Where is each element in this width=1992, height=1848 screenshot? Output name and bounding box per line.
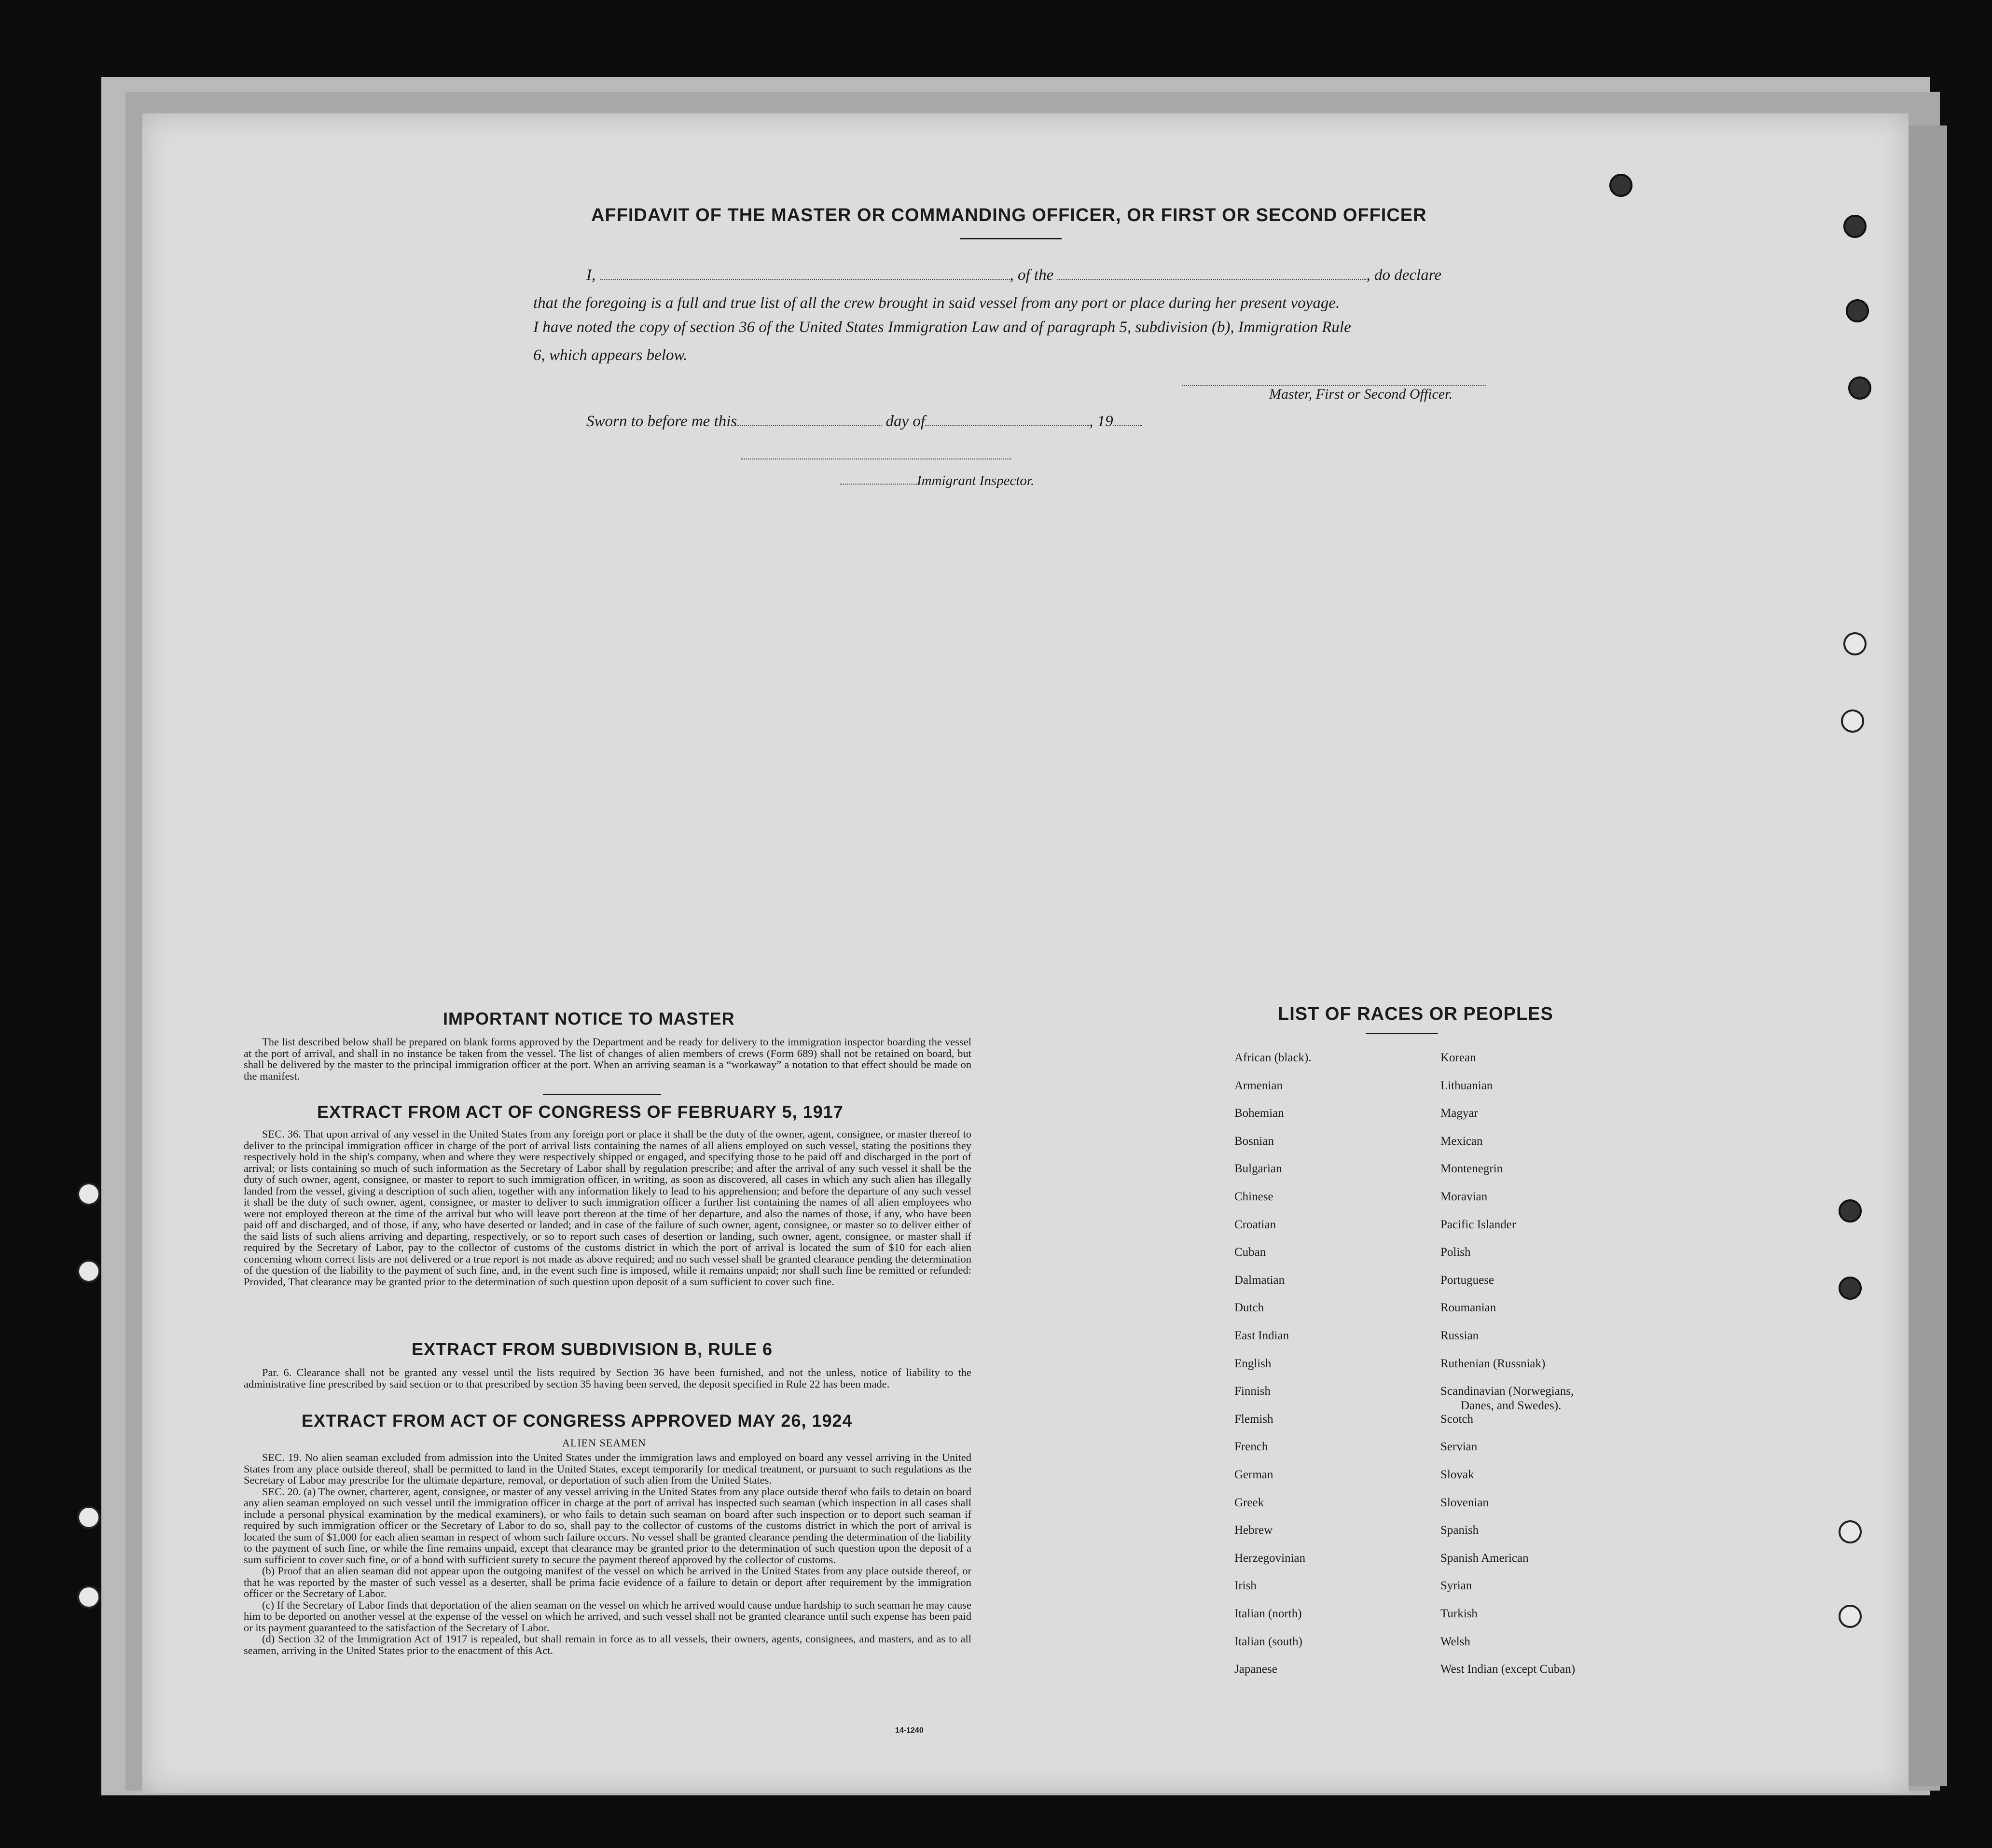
rule6-paragraph: Par. 6. Clearance shall not be granted any vessel until the lists required by Section 36 have been furnished, and not the unless, notice of liability to the administrative fine prescribed by said section or to that prescribed by section 35 having been served, the deposit specified in Rule 22 has been made. [244, 1366, 971, 1390]
race-item: Pacific Islander [1440, 1218, 1516, 1231]
extract-1917-text [244, 1128, 971, 1287]
name-blank[interactable] [600, 279, 1010, 280]
race-item: Bulgarian [1234, 1162, 1282, 1176]
day-blank[interactable] [737, 425, 882, 426]
form-number: 14-1240 [895, 1726, 924, 1735]
race-item: Turkish [1440, 1607, 1478, 1620]
race-item: Scotch [1440, 1412, 1474, 1426]
race-item: Cuban [1234, 1246, 1266, 1259]
section-20d-paragraph: (d) Section 32 of the Immigration Act of 1917 is repealed, but shall remain in force as to all vessels, their owners, agents, consignees, and masters, and as to all seamen, arriving in the United States prior to the enactment of this Act. [244, 1633, 971, 1656]
section-19-paragraph: SEC. 19. No alien seaman excluded from admission into the United States under the immigration laws and employed on board any vessel arriving in the United States from any place outside thereof, shall be permitted to land in the United States, except temporarily for medical treatment, or pursuant to such regulations as the Secretary of Labor may prescribe for the ultimate departure, removal, or deportation of such alien from the United States. [244, 1451, 971, 1486]
inspector-signature-line-2[interactable] [840, 484, 917, 485]
race-item: Italian (south) [1234, 1635, 1302, 1648]
punch-hole [1839, 1520, 1862, 1543]
declaration-line-3: I have noted the copy of section 36 of the United States Immigration Law and of paragraph 5, subdivision (b), Immigration Rule [533, 319, 1351, 336]
race-item: Roumanian [1440, 1301, 1496, 1315]
race-item: Spanish American [1440, 1551, 1529, 1565]
notice-paragraph: The list described below shall be prepared on blank forms approved by the Department and be ready for delivery to the immigration inspector boarding the vessel at the port of arrival, and shall in no instance be taken from the vessel. The list of changes of alien members of crews (Form 689) shall not be retained on board, but shall be delivered by the master to the principal immigration officer at the port. When an arriving seaman is a “workaway” a notation to that effect should be made on the manifest. [244, 1036, 971, 1082]
extract-1924-title: EXTRACT FROM ACT OF CONGRESS APPROVED MAY 26, 1924 [302, 1411, 853, 1431]
race-item: Dalmatian [1234, 1273, 1285, 1287]
punch-hole [1839, 1199, 1862, 1223]
race-item: Irish [1234, 1579, 1257, 1593]
section-36-paragraph: SEC. 36. That upon arrival of any vessel in the United States from any foreign port or place it shall be the duty of the owner, agent, consignee, or master thereof to deliver to the principal immigration officer in charge of the port of arrival lists containing the names of all aliens employed on such vessel, stating the positions they respectively hold in the ship's company, when and where they were respectively shipped or engaged, and specifying those to be paid off and discharged in the port of arrival; or lists containing so much of such information as the Secretary of Labor shall by regulation prescribe; and after the arrival of any such vessel it shall be the duty of such owner, agent, consignee, or master to report to such immigration officer, in writing, as soon as discovered, all cases in which any such alien has illegally landed from the vessel, giving a description of such alien, together with any information likely to lead to his apprehension; and before the departure of any such vessel it shall be the duty of such owner, agent, consignee, or master to deliver to such immigration officer a further list containing the names of all alien employees who were not employed thereon at the time of the arrival but who will leave port thereon at the time of her departure, and also the names of those, if any, who have been paid off and discharged, and of those, if any, who have deserted or landed; and in case of the failure of such owner, agent, consignee, or master so to deliver either of the said lists of such aliens arriving and departing, respectively, or so to report such cases of desertion or landing, such owner, agent, consignee, or master shall if required by the Secretary of Labor, pay to the collector of customs of the customs district in which the port of arrival is located the sum of $10 for each alien concerning whom correct lists are not delivered or a true report is not made as above required; and no such vessel shall be granted clearance pending the determination of the question of the liability to the payment of such fine, and, in the event such fine is imposed, while it remains unpaid; nor shall such fine be remitted or refunded: Provided, That clearance may be granted prior to the determination of such question upon deposit of a sum sufficient to cover such fine. [244, 1128, 971, 1288]
race-item: Servian [1440, 1440, 1478, 1454]
race-item: Bohemian [1234, 1107, 1284, 1120]
sheet-edge [1909, 125, 1947, 1786]
section-20b-paragraph: (b) Proof that an alien seaman did not appear upon the outgoing manifest of the vessel on which he arrived in the United States from any place outside thereof, or that he was reported by the master of such vessel as a deserter, shall be prima facie evidence of a failure to detain or deport after requirement by the immigration officer or the Secretary of Labor. [244, 1565, 971, 1599]
punch-hole [77, 1182, 100, 1206]
race-item: Korean [1440, 1051, 1476, 1064]
race-item: Flemish [1234, 1412, 1273, 1426]
day-of-text: day of [885, 413, 926, 430]
sworn-line [586, 413, 1142, 431]
year-prefix: , 19 [1089, 413, 1113, 430]
section-20c-paragraph: (c) If the Secretary of Labor finds that deportation of the alien seaman on the vessel on which he arrived would cause undue hardship to such seaman he may cause him to be deported on another vessel at the expense of the vessel on which he arrived, and such vessel shall not be granted clearance until such expense has been paid or its payment guaranteed to the satisfaction of the Secretary of Labor. [244, 1598, 971, 1634]
punch-hole [77, 1260, 100, 1283]
punch-hole [77, 1585, 100, 1609]
extract-1917-title: EXTRACT FROM ACT OF CONGRESS OF FEBRUARY 5, 1917 [317, 1102, 844, 1122]
race-item: East Indian [1234, 1329, 1289, 1342]
punch-hole [1609, 174, 1632, 197]
race-item: Mexican [1440, 1134, 1483, 1148]
punch-hole [77, 1506, 100, 1529]
race-item: Syrian [1440, 1579, 1472, 1593]
race-item: African (black). [1234, 1051, 1312, 1064]
punch-hole [1841, 709, 1864, 733]
races-rule [1366, 1033, 1438, 1034]
month-blank[interactable] [925, 425, 1089, 426]
race-item: Portuguese [1440, 1273, 1494, 1287]
notice-title: IMPORTANT NOTICE TO MASTER [443, 1009, 735, 1028]
declaration-do-declare: , do declare [1366, 266, 1441, 284]
race-item: Armenian [1234, 1079, 1283, 1092]
affidavit-title: AFFIDAVIT OF THE MASTER OR COMMANDING OFFICER, OR FIRST OR SECOND OFFICER [591, 205, 1427, 225]
declaration-line-4: 6, which appears below. [533, 347, 688, 364]
vessel-blank[interactable] [1057, 279, 1366, 280]
race-item: Danes, and Swedes). [1461, 1399, 1562, 1413]
punch-hole [1843, 632, 1867, 655]
race-item: West Indian (except Cuban) [1440, 1663, 1576, 1676]
race-item: Italian (north) [1234, 1607, 1302, 1620]
race-item: Lithuanian [1440, 1079, 1493, 1092]
race-item: Croatian [1234, 1218, 1276, 1231]
race-item: Dutch [1234, 1301, 1264, 1315]
punch-hole [1848, 376, 1871, 400]
race-item: Greek [1234, 1496, 1264, 1509]
race-item: Spanish [1440, 1524, 1479, 1537]
race-item: Finnish [1234, 1385, 1271, 1398]
race-item: Herzegovinian [1234, 1551, 1306, 1565]
year-blank[interactable] [1113, 425, 1142, 426]
punch-hole [1839, 1277, 1862, 1300]
race-item: Polish [1440, 1246, 1471, 1259]
inspector-label: Immigrant Inspector. [917, 473, 1035, 488]
race-item: Magyar [1440, 1107, 1478, 1120]
rule6-text [244, 1367, 971, 1389]
section-20a-paragraph: SEC. 20. (a) The owner, charterer, agent, consignee, or master of any vessel arriving in the United States from any place outside therof who fails to detain on board any alien seaman employed on such vessel until the immigration officer in charge at the port of arrival has inspected such seaman (which inspection in all cases shall include a personal physical examination by the medical examiners), or who fails to detain such seaman on board after such inspection or to deport such seaman if required by such immigration officer or the Secretary of Labor to do so, shall pay to the collector of customs of the customs district in which the port of arrival is located the sum of $1,000 for each alien seaman in respect of whom such failure occurs. No vessel shall be granted clearance pending the determination of the liability to the payment of such fine, or while the fine remains unpaid, except that clearance may be granted prior to the determination of such question upon the deposit of a sum sufficient to cover such fine, or of a bond with sufficient surety to secure the payment thereof approved by the collector of customs. [244, 1485, 971, 1566]
race-item: Hebrew [1234, 1524, 1273, 1537]
race-item: Moravian [1440, 1190, 1488, 1203]
punch-hole [1846, 299, 1869, 322]
punch-hole [1843, 215, 1867, 238]
race-item: Slovak [1440, 1468, 1474, 1481]
notice-rule [543, 1094, 661, 1095]
race-item: Welsh [1440, 1635, 1470, 1648]
master-label: Master, First or Second Officer. [1269, 386, 1452, 402]
declaration-of-the: , of the [1010, 266, 1054, 284]
race-item: Japanese [1234, 1663, 1277, 1676]
race-item: Slovenian [1440, 1496, 1489, 1509]
race-item: Ruthenian (Russniak) [1440, 1357, 1546, 1370]
race-item: Bosnian [1234, 1134, 1274, 1148]
race-item: Chinese [1234, 1190, 1273, 1203]
notice-text [244, 1036, 971, 1082]
extract-1924-text [244, 1452, 971, 1656]
race-item: English [1234, 1357, 1272, 1370]
race-item: Russian [1440, 1329, 1479, 1342]
races-title: LIST OF RACES OR PEOPLES [1278, 1004, 1553, 1024]
declaration-line-2: that the foregoing is a full and true list of all the crew brought in said vessel from any port or place during her present voyage. [533, 294, 1340, 312]
race-item: French [1234, 1440, 1268, 1454]
race-item: German [1234, 1468, 1273, 1481]
race-item: Scandinavian (Norwegians, [1440, 1385, 1574, 1398]
punch-hole [1839, 1605, 1862, 1628]
title-rule [960, 238, 1062, 239]
rule6-title: EXTRACT FROM SUBDIVISION B, RULE 6 [412, 1339, 773, 1359]
race-item: Montenegrin [1440, 1162, 1503, 1176]
declaration-i: I, [586, 266, 596, 284]
alien-seamen-subtitle: ALIEN SEAMEN [562, 1437, 646, 1449]
sworn-text: Sworn to before me this [586, 413, 737, 430]
declaration-line-1 [586, 266, 1441, 284]
